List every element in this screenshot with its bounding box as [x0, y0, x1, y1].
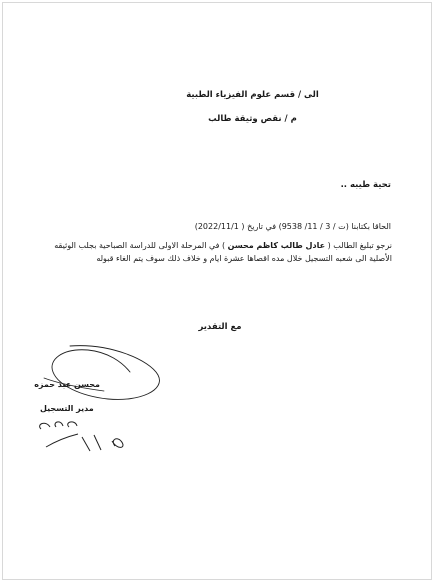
subject-line: م / نقص وثيقة طالب [208, 114, 297, 124]
page-border [2, 2, 432, 580]
student-name: عادل طالب كاظم محسن [227, 241, 326, 250]
body-line-2: الأصلية الى شعبه التسجيل خلال مده اقصاها عشرة ايام و خلاف ذلك سوف يتم الغاء قبوله [96, 254, 392, 263]
body-suffix: ) في المرحلة الاولى للدراسة الصباحية بجلب الوثيقه [54, 241, 228, 250]
signer-title: مدير التسجيل [40, 404, 94, 413]
closing: مع التقدير [198, 322, 242, 332]
body-prefix: نرجو تبليغ الطالب ( [325, 241, 392, 250]
body-line-1 [54, 241, 392, 251]
signer-name: محسن عبد حمزه [34, 380, 100, 389]
reference-line: الحاقا بكتابنا (ت / 3 / 11/ 9538) في تاريخ ( 2022/11/1) [194, 222, 391, 231]
addressee: الى / قسم علوم الفيزياء الطبية [186, 90, 319, 100]
greeting: تحية طيبه .. [340, 180, 391, 190]
